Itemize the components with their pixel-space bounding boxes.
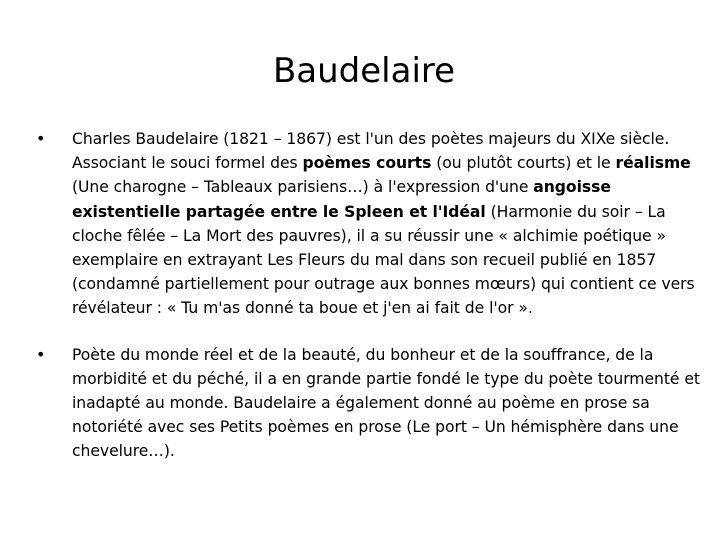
text-segment: Poète du monde réel et de la beauté, du bonheur et de la souffrance, de la morbidité et du péché, il a en grande partie fondé le type du poète tourmenté et inadapté au monde. Baudelaire a également donné au poème en prose sa notoriété avec ses Petits poèmes en prose (Le port – Un hémisphère dans une chevelure…). [72, 345, 700, 461]
bold-segment-poemes-courts: poèmes courts [302, 154, 432, 173]
text-segment: Charles Baudelaire (1821 – 1867) est l'un des poètes majeurs du XIXe siècle. Associant le souci formel des [72, 130, 670, 173]
bullet-icon: • [36, 129, 46, 148]
bullet-item [36, 127, 700, 321]
bold-segment-realisme: réalisme [615, 154, 691, 173]
bullet-text [72, 130, 695, 317]
bold-segment-angoisse: angoisse existentielle partagée entre le Spleen et l'Idéal [72, 178, 611, 221]
bullet-icon: • [36, 344, 46, 364]
bullet-text [72, 346, 700, 461]
text-segment: (Harmonie du soir – La cloche fêlée – La Mort des pauvres), il a su réussir une « alchimie poétique » exemplaire en extrayant Les Fleurs du mal dans son recueil publié en 1857 (condamné partiellement pour outrage aux bonnes mœurs) qui contient ce vers révélateur : « Tu m'as donné ta boue et j'en ai fait de l'or ». [72, 202, 695, 318]
bullet-item [36, 343, 700, 464]
text-segment: (ou plutôt courts) et le [431, 154, 616, 173]
slide-title: Baudelaire [272, 51, 456, 91]
bullet-list [36, 127, 700, 464]
text-segment: (Une charogne – Tableaux parisiens…) à l'expression d'une [72, 178, 534, 197]
